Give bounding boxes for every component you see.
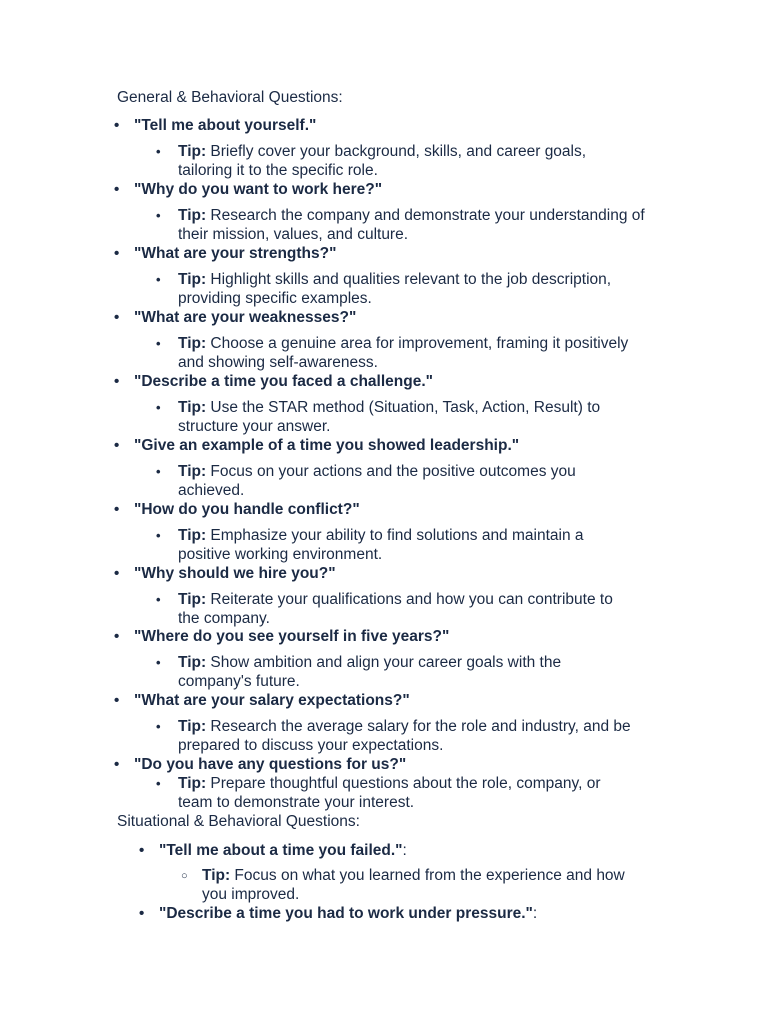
tip-item: • Tip: Prepare thoughtful questions about the role, company, or team to demonstrate your interest. xyxy=(156,775,601,811)
bullet: • xyxy=(114,501,120,518)
section-heading: Situational & Behavioral Questions: xyxy=(117,813,360,830)
tip-item: • Tip: Highlight skills and qualities relevant to the job description, providing specific examples. xyxy=(156,271,612,307)
question-item: • "Where do you see yourself in five years?" xyxy=(114,628,450,645)
bullet: • xyxy=(114,309,120,326)
bullet: • xyxy=(156,208,161,223)
bullet: • xyxy=(156,719,161,734)
tip-item: • Tip: Briefly cover your background, skills, and career goals, tailoring it to the specific role. xyxy=(156,143,587,179)
bullet: • xyxy=(156,400,161,415)
tip-item: • Tip: Show ambition and align your career goals with the company's future. xyxy=(156,654,562,690)
question-item: • "What are your weaknesses?" xyxy=(114,309,357,326)
section-heading: General & Behavioral Questions: xyxy=(117,89,343,106)
bullet: • xyxy=(114,437,120,454)
bullet: • xyxy=(114,245,120,262)
tip-item: • Tip: Focus on your actions and the positive outcomes you achieved. xyxy=(156,463,576,499)
bullet: • xyxy=(114,628,120,645)
question-item: • "Give an example of a time you showed leadership." xyxy=(114,437,520,454)
question-item: • "How do you handle conflict?" xyxy=(114,501,360,518)
bullet: • xyxy=(156,464,161,479)
question-item: • "Describe a time you had to work under pressure.": xyxy=(139,905,538,922)
bullet: • xyxy=(114,692,120,709)
question-item: • "Tell me about a time you failed.": xyxy=(139,842,407,859)
tip-item: • Tip: Choose a genuine area for improvement, framing it positively and showing self-awareness. xyxy=(156,335,629,371)
bullet: • xyxy=(156,336,161,351)
bullet: • xyxy=(156,655,161,670)
question-item: • "What are your salary expectations?" xyxy=(114,692,410,709)
tip-item: • Tip: Reiterate your qualifications and how you can contribute to the company. xyxy=(156,591,613,627)
bullet: • xyxy=(156,144,161,159)
question-item: • "Describe a time you faced a challenge." xyxy=(114,373,433,390)
bullet: • xyxy=(114,181,120,198)
tip-item: • Tip: Research the company and demonstrate your understanding of their mission, values, and culture. xyxy=(156,207,645,243)
question-item: • "Tell me about yourself." xyxy=(114,117,317,134)
bullet: • xyxy=(139,842,145,859)
bullet: ○ xyxy=(181,870,188,882)
bullet: • xyxy=(114,117,120,134)
question-item: • "Why do you want to work here?" xyxy=(114,181,383,198)
bullet: • xyxy=(114,565,120,582)
tip-item: • Tip: Emphasize your ability to find solutions and maintain a positive working environment. xyxy=(156,527,584,563)
bullet: • xyxy=(156,528,161,543)
question-item: • "Do you have any questions for us?" xyxy=(114,756,407,773)
tip-item: ○ Tip: Focus on what you learned from the experience and how you improved. xyxy=(181,867,625,903)
bullet: • xyxy=(156,272,161,287)
bullet: • xyxy=(114,756,120,773)
bullet: • xyxy=(156,592,161,607)
bullet: • xyxy=(114,373,120,390)
bullet: • xyxy=(139,905,145,922)
question-item: • "What are your strengths?" xyxy=(114,245,337,262)
bullet: • xyxy=(156,776,161,791)
tip-item: • Tip: Research the average salary for the role and industry, and be prepared to discuss your expectations. xyxy=(156,718,631,754)
tip-item: • Tip: Use the STAR method (Situation, Task, Action, Result) to structure your answer. xyxy=(156,399,601,435)
question-item: • "Why should we hire you?" xyxy=(114,565,336,582)
